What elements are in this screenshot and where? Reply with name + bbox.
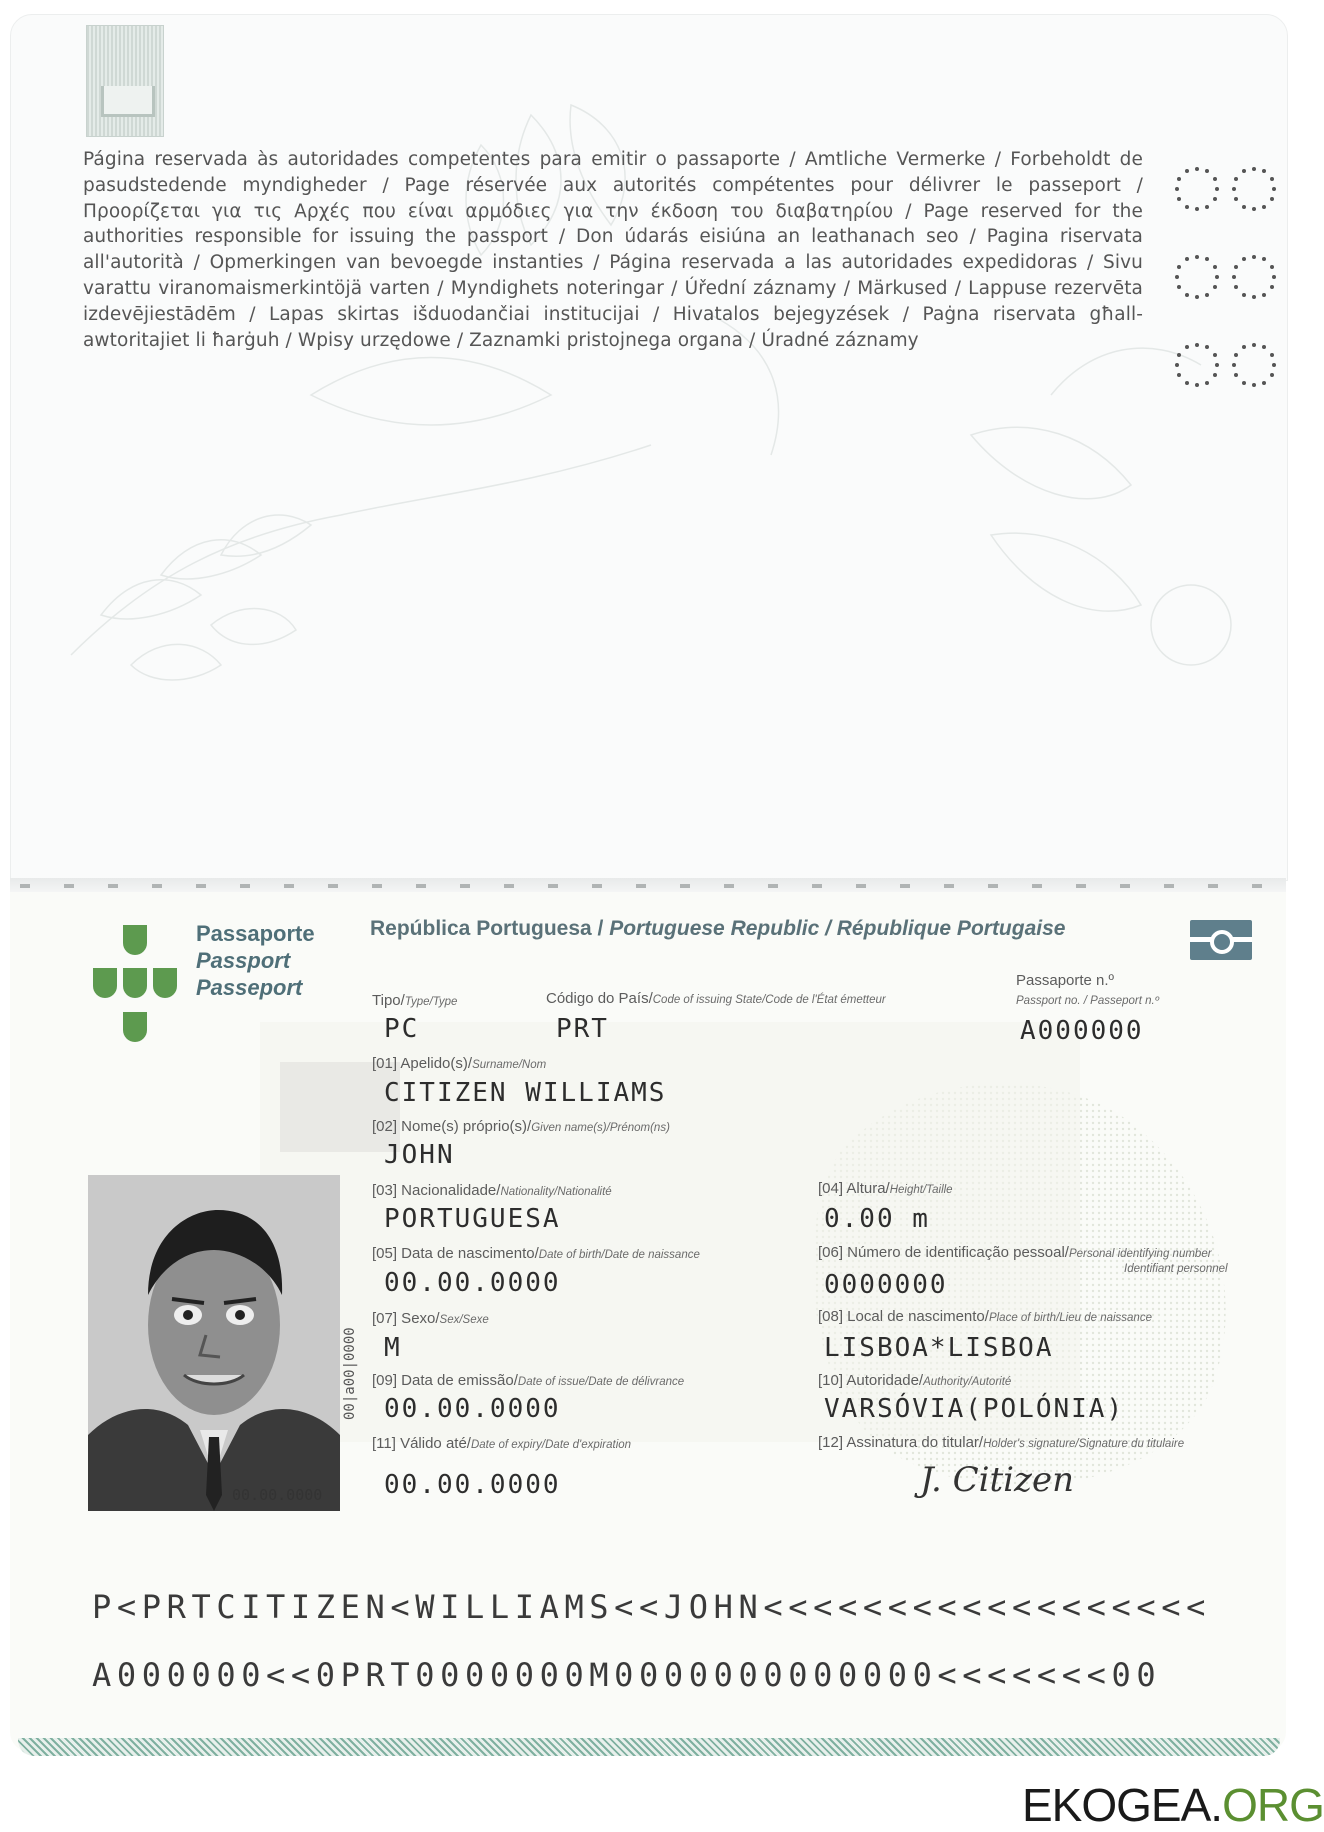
height-label: [04] Altura/Height/Taille [818,1180,953,1197]
passport-number-sublabel: Passport no. / Passeport n.º [1016,995,1159,1007]
place-of-birth-label: [08] Local de nascimento/Place of birth/Lieu de naissance [818,1308,1152,1325]
expiry-date-value: 00.00.0000 [384,1470,561,1500]
signature-label: [12] Assinatura do titular/Holder's signature/Signature du titulaire [818,1434,1185,1451]
passport-number-label: Passaporte n.º [1016,972,1115,989]
doc-title-en: Passport [196,948,291,973]
dob-value: 00.00.0000 [384,1268,561,1298]
stitch-line [20,884,1270,888]
type-label: Tipo/Type/Type [372,992,458,1009]
holder-photo [88,1175,340,1511]
place-of-birth-value: LISBOA*LISBOA [824,1333,1054,1363]
passport-number-value: A000000 [1020,1016,1144,1046]
personal-id-label: [06] Número de identificação pessoal/Personal identifying number [818,1244,1212,1261]
republic-fr: République Portugaise [836,917,1066,940]
mrz-line-1: P<PRTCITIZEN<WILLIAMS<<JOHN<<<<<<<<<<<<<<<<<< [92,1588,1211,1626]
sex-label: [07] Sexo/Sex/Sexe [372,1310,489,1327]
biometric-chip-icon [1190,920,1252,960]
dob-label: [05] Data de nascimento/Date of birth/Date de naissance [372,1245,700,1262]
given-name-label: [02] Nome(s) próprio(s)/Given name(s)/Prénom(ns) [372,1118,670,1135]
observations-page [10,14,1288,881]
photo-date-overlay: 00.00.0000 [232,1486,323,1504]
sex-value: M [384,1333,402,1363]
perforation-icon [1171,165,1223,213]
surname-value: CITIZEN WILLIAMS [384,1078,667,1108]
perforation-icon [1228,341,1280,389]
authority-label: [10] Autoridade/Authority/Autorité [818,1372,1012,1389]
personal-id-sublabel: Identifiant personnel [1124,1263,1228,1275]
document-serial-vertical: 00|a00|0000 [342,1327,358,1420]
height-value: 0.00 m [824,1204,930,1234]
perforation-icon [1171,253,1223,301]
type-value: PC [384,1014,420,1044]
authority-value: VARSÓVIA(POLÓNIA) [824,1394,1125,1424]
perforation-icon [1228,165,1280,213]
country-code-value: PRT [556,1014,609,1044]
issuing-state-title [370,917,1065,941]
perforation-icon [1171,341,1223,389]
holder-signature: J. Citizen [920,1460,1074,1500]
page-border-pattern [18,1738,1280,1756]
document-type-title [196,920,315,1001]
site-watermark: EKOGEA.ORG [1022,1779,1324,1831]
republic-en: Portuguese Republic / [609,917,837,940]
nationality-label: [03] Nacionalidade/Nationality/Nationalité [372,1182,612,1199]
doc-title-pt: Passaporte [196,921,315,946]
doc-title-fr: Passeport [196,975,303,1000]
perforation-icon [1228,253,1280,301]
expiry-date-label: [11] Válido até/Date of expiry/Date d'expiration [372,1435,632,1452]
republic-pt: República Portuguesa / [370,917,610,940]
authority-reserved-text: Página reservada às autoridades competentes para emitir o passaporte / Amtliche Vermerke / Forbeholdt de pasudstedende myndigheder / Page réservée aux autorités compétentes pour délivrer le passeport / Προορίζεται για τις Αρχές που είναι αρμόδιες για την έκδοση του διαβατηρίου / Page reserved for the authorities responsible for issuing the passport / Don údarás eisiúna an leathanach seo / Pagina riservata all'autorità / Opmerkingen van bevoegde instanties / Página reservada a las autoridades expedidoras / Sivu varattu viranomaismerkintöjä varten / Myndighets noteringar / Úřední záznamy / Märkused / Lappuse rezervēta izdevējiestādēm / Lapas skirtas išduodančiai institucijai / Hivatalos bejegyzések / Paġna riservata għall-awtoritajiet li ħarġuh / Wpisy urzędowe / Zaznamki pristojnega organa / Úradné záznamy [83,149,1143,351]
issue-date-value: 00.00.0000 [384,1394,561,1424]
mrz-line-2: A000000<<0PRT0000000M0000000000000<<<<<<<00 [92,1656,1162,1694]
laurel-watermark [11,15,1287,880]
portugal-shields-logo [90,920,180,1055]
nationality-value: PORTUGUESA [384,1204,561,1234]
issue-date-label: [09] Data de emissão/Date of issue/Date de délivrance [372,1372,685,1389]
given-name-value: JOHN [384,1140,455,1170]
surname-label: [01] Apelido(s)/Surname/Nom [372,1055,547,1072]
personal-id-value: 0000000 [824,1270,948,1300]
security-chip-mark [86,25,164,137]
perforation-column [1171,165,1287,429]
country-code-label: Código do País/Code of issuing State/Code de l'État émetteur [546,990,886,1007]
